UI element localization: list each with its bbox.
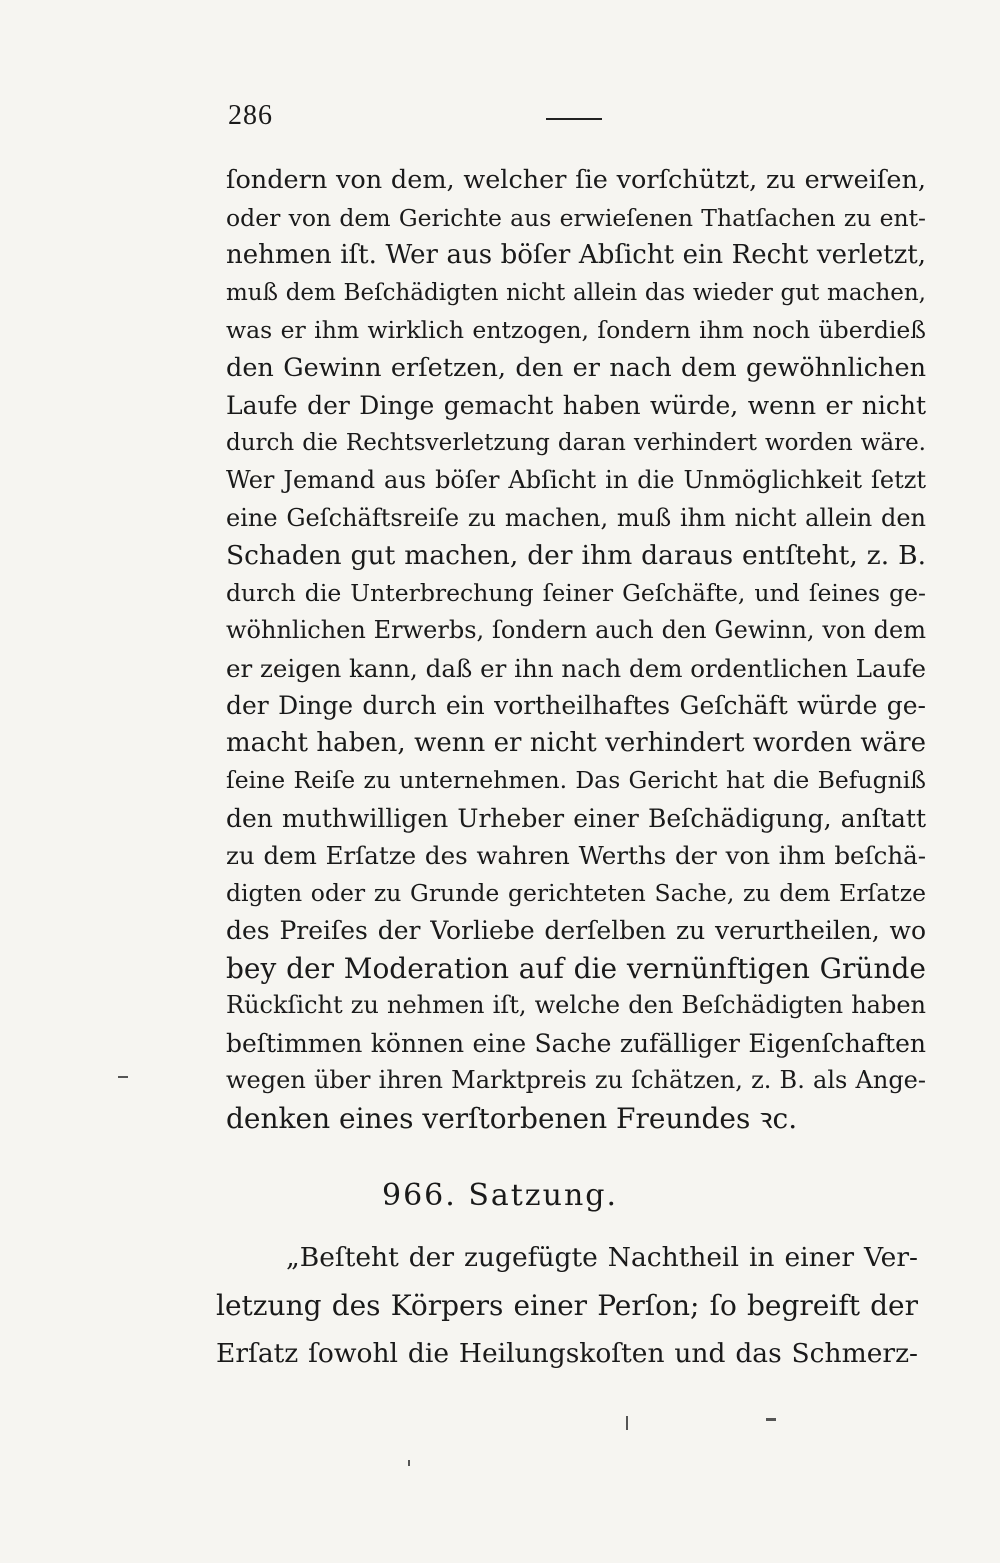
text-line: den muthwilligen Urheber einer Beſchädigung, anſtatt: [226, 803, 926, 833]
text-line: Schaden gut machen, der ihm daraus entſteht, z. B.: [226, 540, 926, 571]
text-line: ſeine Reiſe zu unternehmen. Das Gericht hat die Befugniß: [226, 766, 926, 794]
text-line: der Dinge durch ein vortheilhaftes Geſchäft würde ge-: [226, 691, 926, 720]
text-line: bey der Moderation auf die vernünftigen Gründe: [226, 951, 926, 985]
text-line: Rückſicht zu nehmen iſt, welche den Beſchädigten haben: [226, 991, 926, 1019]
paper-speck: [766, 1418, 776, 1421]
text-line: den Gewinn erſetzen, den er nach dem gewöhnlichen: [226, 352, 926, 383]
text-line: denken eines verſtorbenen Freundes ꝛc.: [226, 1101, 798, 1135]
text-line: des Preiſes der Vorliebe derſelben zu verurtheilen, wo: [226, 916, 926, 945]
text-line: wöhnlichen Erwerbs, ſondern auch den Gewinn, von dem: [226, 616, 926, 644]
text-line: ſondern von dem, welcher ſie vorſchützt, zu erweiſen,: [226, 165, 926, 195]
text-line: macht haben, wenn er nicht verhindert worden wäre: [226, 727, 926, 758]
text-line: letzung des Körpers einer Perſon; ſo begreift der: [216, 1289, 918, 1322]
header-rule: [546, 118, 602, 120]
text-line: was er ihm wirklich entzogen, ſondern ihm noch überdieß: [226, 316, 926, 344]
text-line: Laufe der Dinge gemacht haben würde, wenn er nicht: [226, 391, 926, 420]
text-line: muß dem Beſchädigten nicht allein das wieder gut machen,: [226, 279, 926, 306]
section-text: [216, 1234, 918, 1378]
paper-speck: [408, 1460, 410, 1466]
text-line: oder von dem Gerichte aus erwieſenen Thatſachen zu ent-: [226, 203, 926, 232]
text-line: Wer Jemand aus böſer Abſicht in die Unmöglichkeit ſetzt: [226, 466, 926, 494]
page-number: 286: [228, 100, 273, 131]
paper-speck: [118, 1076, 128, 1078]
text-line: wegen über ihren Marktpreis zu ſchätzen, z. B. als Ange-: [226, 1066, 926, 1094]
text-line: zu dem Erſatze des wahren Werths der von ihm beſchä-: [226, 841, 926, 870]
text-line: beſtimmen können eine Sache zufälliger Eigenſchaften: [226, 1028, 926, 1058]
text-line: nehmen iſt. Wer aus böſer Abſicht ein Recht verletzt,: [226, 240, 926, 270]
body-text: [226, 162, 926, 1137]
text-line: er zeigen kann, daß er ihn nach dem ordentlichen Laufe: [226, 653, 926, 683]
section-heading: 966. Satzung.: [381, 1178, 618, 1213]
text-line: durch die Unterbrechung ſeiner Geſchäfte, und ſeines ge-: [226, 578, 926, 607]
text-line: eine Geſchäftsreiſe zu machen, muß ihm nicht allein den: [226, 503, 926, 532]
text-line: Erſatz ſowohl die Heilungskoſten und das Schmerz-: [216, 1338, 918, 1369]
text-line: „Beſteht der zugefügte Nachtheil in einer Ver-: [286, 1242, 918, 1273]
paper-speck: [626, 1416, 628, 1430]
page-header: [228, 100, 928, 140]
text-line: digten oder zu Grunde gerichteten Sache, zu dem Erſatze: [226, 878, 926, 907]
text-line: durch die Rechtsverletzung daran verhindert worden wäre.: [226, 429, 926, 456]
